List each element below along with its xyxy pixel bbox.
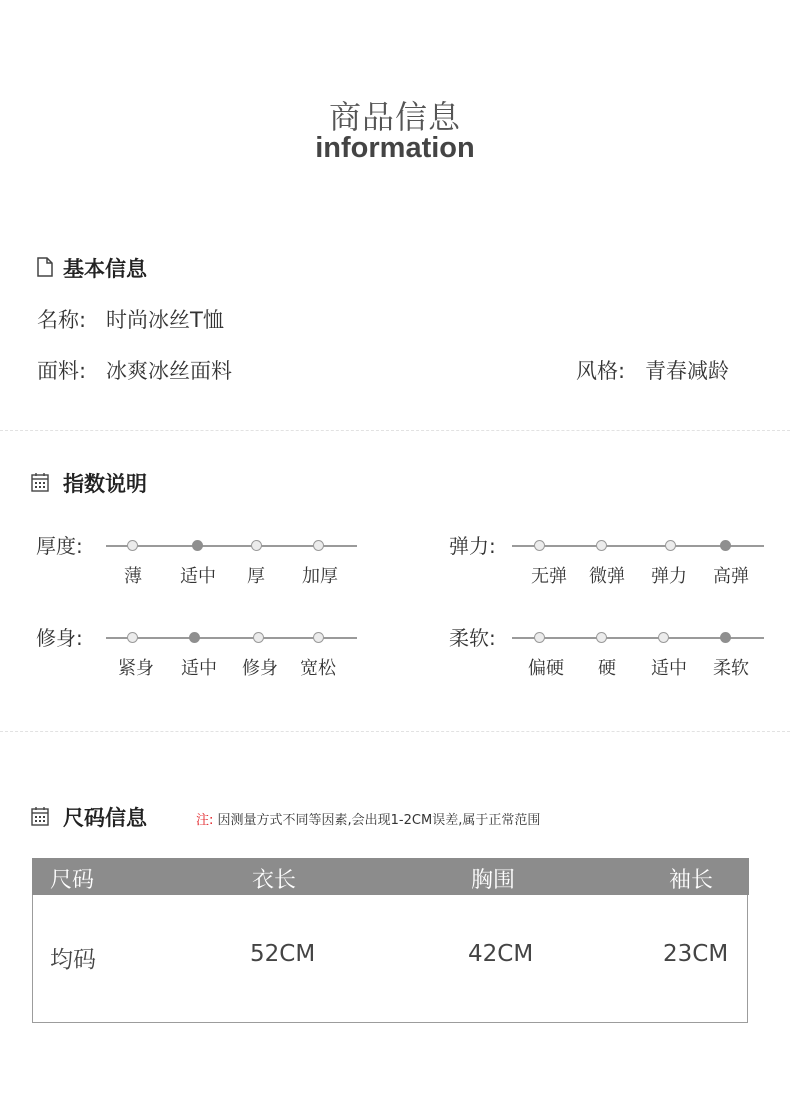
scale-dot[interactable] [665, 540, 676, 551]
scale-option: 紧身 [118, 658, 154, 679]
scale-label-softness: 柔软: [449, 626, 496, 650]
scale-label-thickness: 厚度: [36, 534, 83, 558]
scale-option: 弹力 [651, 566, 687, 587]
size-note [196, 809, 540, 828]
style-label: 风格: [576, 359, 626, 383]
scale-option: 微弹 [589, 566, 625, 587]
document-icon [36, 257, 54, 277]
page-title-cn: 商品信息 [328, 98, 461, 136]
scale-option: 偏硬 [528, 658, 564, 679]
column-header-sleeve: 袖长 [669, 868, 714, 893]
scale-option: 厚 [247, 566, 265, 587]
scale-option: 薄 [124, 566, 142, 587]
size-heading: 尺码信息 [63, 806, 147, 830]
name-value: 时尚冰丝T恤 [106, 308, 224, 332]
scale-option: 宽松 [300, 658, 336, 679]
scale-dot[interactable] [251, 540, 262, 551]
scale-dot[interactable] [313, 540, 324, 551]
scale-dot[interactable] [192, 540, 203, 551]
table-cell: 52CM [250, 941, 316, 967]
size-table-header [32, 858, 749, 895]
page-title-en: information [315, 132, 475, 164]
scale-dot[interactable] [720, 540, 731, 551]
style-value: 青春减龄 [645, 359, 729, 383]
scale-option: 柔软 [713, 658, 749, 679]
scale-option: 高弹 [713, 566, 749, 587]
scale-dot[interactable] [720, 632, 731, 643]
calendar-icon [31, 806, 49, 826]
basic-info-heading: 基本信息 [63, 257, 147, 281]
scale-dot[interactable] [534, 632, 545, 643]
table-cell: 23CM [663, 941, 729, 967]
table-cell: 42CM [468, 941, 534, 967]
section-divider [0, 430, 790, 431]
section-divider [0, 731, 790, 732]
column-header-size: 尺码 [50, 868, 95, 893]
table-cell: 均码 [50, 947, 96, 973]
scale-option: 加厚 [302, 566, 338, 587]
index-heading: 指数说明 [63, 472, 147, 496]
scale-option: 修身 [242, 658, 278, 679]
name-label: 名称: [37, 308, 87, 332]
scale-option: 硬 [598, 658, 616, 679]
column-header-length: 衣长 [252, 868, 297, 893]
scale-option: 无弹 [531, 566, 567, 587]
scale-option: 适中 [651, 658, 687, 679]
scale-label-elasticity: 弹力: [449, 534, 496, 558]
fabric-value: 冰爽冰丝面料 [106, 359, 232, 383]
scale-dot[interactable] [596, 632, 607, 643]
scale-dot[interactable] [127, 632, 138, 643]
scale-dot[interactable] [313, 632, 324, 643]
scale-dot[interactable] [596, 540, 607, 551]
scale-option: 适中 [181, 658, 217, 679]
note-prefix: 注: [196, 813, 214, 828]
note-text: 因测量方式不同等因素,会出现1-2CM误差,属于正常范围 [217, 813, 541, 828]
scale-label-fit: 修身: [36, 626, 83, 650]
scale-dot[interactable] [658, 632, 669, 643]
scale-dot[interactable] [253, 632, 264, 643]
fabric-label: 面料: [37, 359, 87, 383]
column-header-chest: 胸围 [471, 868, 516, 893]
scale-option: 适中 [180, 566, 216, 587]
scale-dot[interactable] [127, 540, 138, 551]
scale-dot[interactable] [534, 540, 545, 551]
scale-dot[interactable] [189, 632, 200, 643]
calendar-icon [31, 472, 49, 492]
